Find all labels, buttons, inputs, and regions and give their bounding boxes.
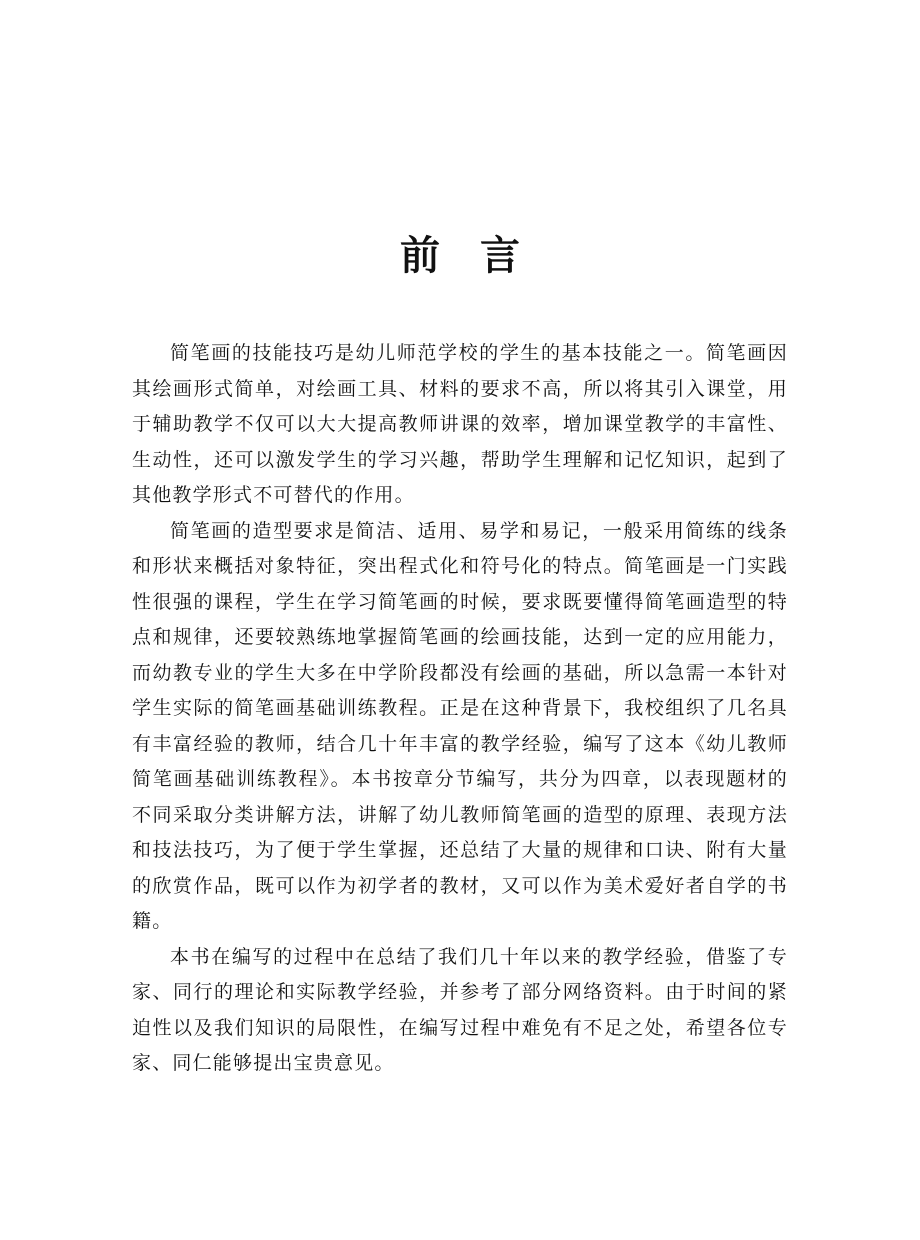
paragraph-1: 简笔画的技能技巧是幼儿师范学校的学生的基本技能之一。简笔画因其绘画形式简单，对绘画工具、材料的要求不高，所以将其引入课堂，用于辅助教学不仅可以大大提高教师讲课的效率，增加课堂教学的丰富性、生动性，还可以激发学生的学习兴趣，帮助学生理解和记忆知识，起到了其他教学形式不可替代的作用。 bbox=[132, 342, 788, 506]
page-title: 前言 bbox=[400, 232, 560, 279]
paragraph-3: 本书在编写的过程中在总结了我们几十年以来的教学经验，借鉴了专家、同行的理论和实际教学经验，并参考了部分网络资料。由于时间的紧迫性以及我们知识的局限性，在编写过程中难免有不足之处，希望各位专家、同仁能够提出宝贵意见。 bbox=[132, 945, 788, 1074]
paragraph-2: 简笔画的造型要求是简洁、适用、易学和易记，一般采用简练的线条和形状来概括对象特征，突出程式化和符号化的特点。简笔画是一门实践性很强的课程，学生在学习简笔画的时候，要求既要懂得简笔画造型的特点和规律，还要较熟练地掌握简笔画的绘画技能，达到一定的应用能力，而幼教专业的学生大多在中学阶段都没有绘画的基础，所以急需一本针对学生实际的简笔画基础训练教程。正是在这种背景下，我校组织了几名具有丰富经验的教师，结合几十年丰富的教学经验，编写了这本《幼儿教师简笔画基础训练教程》。本书按章分节编写，共分为四章，以表现题材的不同采取分类讲解方法，讲解了幼儿教师简笔画的造型的原理、表现方法和技法技巧，为了便于学生掌握，还总结了大量的规律和口诀、附有大量的欣赏作品，既可以作为初学者的教材，又可以作为美术爱好者自学的书籍。 bbox=[132, 519, 788, 932]
preface-body bbox=[132, 336, 788, 1082]
